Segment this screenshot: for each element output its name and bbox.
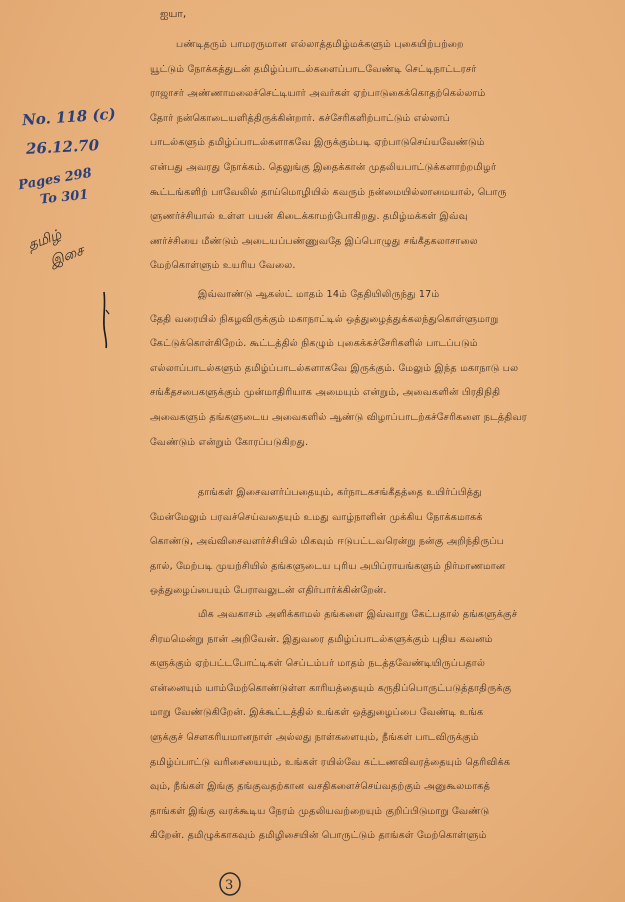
letter-line: மேன்மேலும் பரவச்செய்வதையும் உமது வாழ்நாளின் முக்கிய நோக்கமாகக்	[150, 511, 483, 523]
letter-line: என்பது அவரது நோக்கம். தெலுங்கு இதைக்கான் முதலியபாட்டுக்களாற்றமிழர்	[150, 162, 497, 173]
letter-line: வும், நீங்கள் இங்கு தங்குவதற்கான வசதிகளைச்செய்வதற்கும் அனுகூலமாகத்	[150, 781, 491, 793]
letter-line: தேதி வரையில் நிகழவிருக்கும் மகாநாட்டில் ஒத்துழைத்துக்கலந்துகொள்ளுமாறு	[150, 313, 499, 325]
margin-pen-stroke-icon	[98, 290, 118, 350]
handwritten-tamil-note-1: தமிழ்	[25, 226, 64, 254]
letter-line: தோர் நன்கொடையளித்திருக்கின்றார். கச்சேரிகளிற்பாட்டும் எல்லாப்	[150, 112, 451, 124]
handwritten-date: 26.12.70	[25, 136, 100, 158]
letter-salutation: ஐயா,	[160, 8, 187, 20]
letter-line: சிரமமென்று நான் அறிவேன். இதுவரை தமிழ்ப்பாடல்களுக்கும் புதிய கவனம்	[150, 633, 493, 645]
letter-line: களுக்கும் ஏற்பட்டபோட்டிகள் செப்டம்பர் மாதம் நடத்தவேண்டியிருப்பதால்	[150, 658, 486, 670]
letter-line: கிறேன். தமிழுக்காகவும் தமிழிசையின் பொருட்டும் தாங்கள் மேற்கொள்ளும்	[150, 830, 487, 842]
letter-line: ராஜாசர் அண்ணாமலைச்செட்டியார் அவர்கள் ஏற்பாடுகைக்கொதற்கெல்லாம்	[150, 88, 486, 100]
handwritten-pages-start: Pages 298	[17, 165, 93, 194]
letter-line: தமிழ்ப்பாட்டு வரிசையையும், உங்கள் ரயில்வே கட்டணவிவரத்தையும் தெரிவிக்க	[150, 756, 511, 768]
letter-line: ளுணர்ச்சியால் உள்ள பயன் கிடைக்காமற்போகிறது. தமிழ்மக்கள் இவ்வு	[150, 211, 468, 223]
handwritten-pages-end: To 301	[39, 187, 90, 208]
letter-line: என்னையும் யாம்மேற்கொண்டுள்ள காரியத்தையும் கருதிப்பொருட்படுத்தாதிருக்கு	[150, 682, 512, 694]
handwritten-file-number: No. 118 (c)	[21, 104, 117, 130]
letter-line: கூட்டங்களிற் பாவேலில் தாய்மொழியில் கவரும் நன்மையில்லாமையால், பொரு	[150, 186, 507, 198]
letter-line: கொண்டு, அவ்விசைவளர்ச்சியில் மிகவும் ஈடுபட்டவரென்று நன்கு அறிந்திருப்ப	[150, 536, 505, 548]
page-number: 3	[225, 878, 234, 893]
letter-line: இவ்வாண்டு ஆகஸ்ட் மாதம் 14ம் தேதியிலிருந்து 17ம்	[198, 289, 440, 300]
letter-line: தாங்கள் இங்கு வரக்கூடிய நேரம் முதலியவற்றையும் குறிப்பிடுமாறு வேண்டு	[150, 805, 490, 817]
letter-line: எல்லாப்பாடல்களும் தமிழ்ப்பாடல்களாகவே இருக்கும். மேலும் இந்த மகாநாடு பல	[150, 362, 519, 374]
letter-line: மேற்கொள்ளும் உயரிய வேலை.	[150, 260, 296, 272]
letter-line: பாடல்களும் தமிழ்ப்பாடல்களாகவே இருக்கும்படி ஏற்பாடுசெய்யவேண்டும்	[150, 137, 485, 149]
letter-line: ணர்ச்சியை மீண்டும் அடையப்பண்ணுவதே இப்பொழுது சங்கீதகலாசாலை	[150, 235, 478, 247]
page-number-mark	[216, 868, 246, 898]
letter-line: தால், மேற்படி முயற்சியில் தங்களுடைய புரிய அபிப்ராயங்களும் நிர்மாணமான	[150, 560, 506, 572]
handwritten-tamil-note-2: இசை	[47, 242, 86, 270]
letter-line: ளுக்குச் சௌகரியமானநாள் அல்லது நாள்களையும், நீங்கள் பாடவிருக்கும்	[150, 732, 479, 743]
letter-line: கேட்டுக்கொள்கிறேம். கூட்டத்தில் நிகழும் புகைக்கச்சேரிகளில் பாடப்படும்	[150, 338, 478, 350]
letter-line: பண்டிதரும் பாமரருமான எல்லாத்தமிழ்மக்களும் புகையிற்பற்றை	[176, 39, 464, 50]
letter-line: ஒத்துழைப்பையும் பேராவலுடன் எதிர்பார்க்கின்றேன்.	[150, 585, 387, 597]
letter-line: சங்கீதசபைகளுக்கும் முன்மாதிரியாக அமையும் என்றும், அவைகளின் பிரதிநிதி	[150, 387, 501, 399]
letter-line: தாங்கள் இசைவளர்ப்பதையும், கர்நாடகசங்கீதத்தை உயிர்ப்பித்து	[198, 487, 482, 498]
letter-line: வேண்டும் என்றும் கோரப்படுகிறது.	[150, 436, 309, 448]
letter-line: மிக அவகாசம் அளிக்காமல் தங்களை இவ்வாறு கேட்பதால் தங்களுக்குச்	[198, 609, 518, 620]
letter-line: மாறு வேண்டுகிறேன். இக்கூட்டத்தில் உங்கள் ஒத்துழைப்பை வேண்டி உங்க	[150, 707, 484, 719]
letter-line: அவைகளும் தங்களுடைய அவைகளில் ஆண்டு விழாப்பாடற்கச்சேரிகளை நடத்திவர	[150, 412, 527, 423]
letter-line: யூட்டும் நோக்கத்துடன் தமிழ்ப்பாடல்களைப்பாடவேண்டி செட்டிநாட்டரசர்	[150, 63, 477, 75]
